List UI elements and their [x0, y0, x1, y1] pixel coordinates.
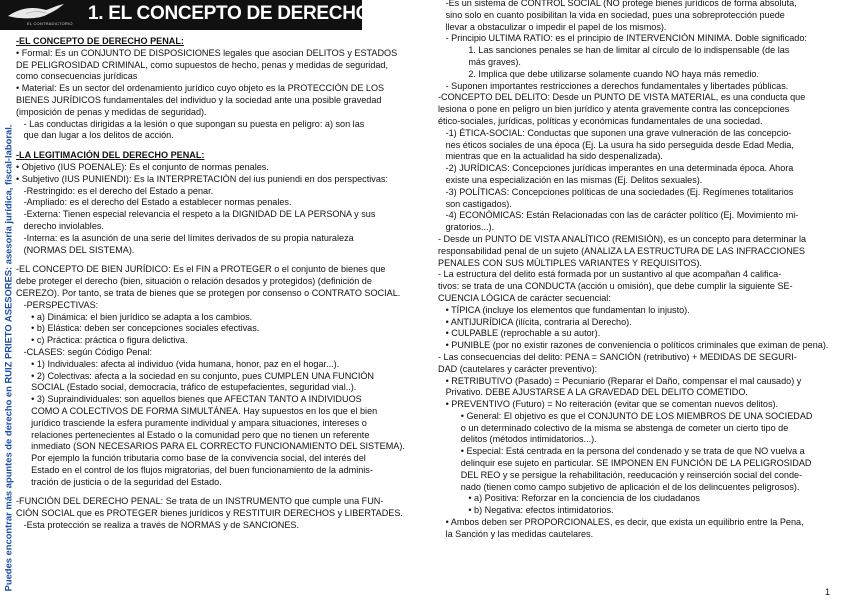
text-line: - Principio ULTIMA RATIO: es el principio de INTERVENCIÓN MINIMA. Doble significado: [438, 33, 807, 44]
text-line: más graves). [438, 56, 521, 67]
text-line: • a) Dinámica: el bien jurídico se adapta a los cambios. [16, 311, 253, 322]
text-line: CUENCIA LÓGICA de carácter secuencial: [438, 292, 611, 303]
text-line: existe una especialización en las mismas (Ej. Delitos sexuales). [438, 174, 703, 185]
text-line: sino solo en cuanto posibilitan la vida en sociedad, pues una sobreprotección puede [438, 9, 785, 20]
text-line: responsabilidad penal de un sujeto (ANALIZA LA ESTRUCTURA DE LAS INFRACCIONES [438, 245, 805, 256]
text-line: • 1) Individuales: afecta al individuo (vida humana, honor, paz en el hogar...). [16, 358, 340, 369]
text-line: DE PELIGROSIDAD CRIMINAL, como supuestos de hecho, penas y medidas de seguridad, [16, 59, 389, 70]
text-line: -1) ÉTICA-SOCIAL: Conductas que suponen una grave vulneración de las concepcio- [438, 127, 792, 138]
text-line: - Las conductas dirigidas a la lesión o que supongan su puesta en peligro: a) son las [16, 118, 365, 129]
text-line: CIÓN SOCIAL que es PROTEGER bienes jurídicos y RESTITUIR DERECHOS y LIBERTADES. [16, 508, 403, 519]
title-bar [0, 0, 439, 30]
text-line: que dan lugar a los delitos de acción. [16, 130, 174, 141]
text-line: DEL REO y se persigue la rehabilitación, reeducación y reinserción social del conde- [438, 469, 803, 480]
text-line: CEREZO). Por tanto, se trata de bienes que se protegen por consenso o CONTRATO SOCIAL. [16, 287, 401, 298]
text-line: COMO A COLECTIVOS DE FORMA SIMULTÁNEA. Hay supuestos en los que el bien [16, 405, 378, 416]
text-line: nes éticos sociales de una época (Ej. La usura ha sido perseguida desde Edad Media, [438, 139, 794, 150]
text-line: • Especial: Está centrada en la persona del condenado y se trata de que NO vuelva a [438, 446, 805, 457]
text-line: • Formal: Es un CONJUNTO DE DISPOSICIONES legales que asocian DELITOS y ESTADOS [16, 47, 398, 58]
spacer [16, 488, 420, 496]
text-line: lesiona o pone en peligro un bien jurídico y atenta gravemente contra las concepciones [438, 104, 790, 115]
text-line: BIENES JURÍDICOS fundamentales del individuo y la sociedad ante una posible gravedad [16, 94, 382, 105]
text-line: -FUNCIÓN DEL DERECHO PENAL: Se trata de un INSTRUMENTO que cumple una FUN- [16, 496, 384, 507]
text-line: -Restringido: es el derecho del Estado a penar. [16, 185, 214, 196]
text-line: • TÍPICA (incluye los elementos que fundamentan lo injusto). [438, 304, 690, 315]
text-line: • b) Negativa: efectos intimidatorios. [438, 505, 614, 516]
text-line: PENALES CON SUS MÚLTIPLES VARIANTES Y REQUISITOS). [438, 257, 702, 268]
text-line: la Sanción y las medidas cautelares. [438, 528, 594, 539]
page-number: 1 [824, 587, 830, 597]
text-line: -PERSPECTIVAS: [16, 299, 99, 310]
text-line: o un determinado colectivo de la misma se abstenga de cometer un cierto tipo de [438, 422, 789, 433]
text-line: derecho inviolables. [16, 220, 104, 231]
text-line: • Objetivo (IUS POENALE): Es el conjunto de normas penales. [16, 161, 269, 172]
side-banner [0, 120, 17, 596]
text-line: • 3) Supraindividuales: son aquellos bienes que AFECTAN TANTO A INDIVIDUOS [16, 394, 362, 405]
text-line: -2) JURÍDICAS: Concepciones jurídicas imperantes en una determinada época. Ahora [438, 163, 794, 174]
text-line: • PUNIBLE (por no existir razones de conveniencia o políticos criminales que eximan de pena). [438, 340, 829, 351]
text-line: como consecuencias jurídicas [16, 71, 138, 82]
text-line: (NORMAS DEL SISTEMA). [16, 244, 135, 255]
text-line: • RETRIBUTIVO (Pasado) = Pecuniario (Reparar el Daño, compensar el mal causado) y [438, 375, 802, 386]
text-line: 1. Las sanciones penales se han de limitar al círculo de lo indispensable (de las [438, 45, 790, 56]
left-column [16, 36, 420, 532]
text-line: (imposición de penas y medidas de seguridad). [16, 106, 207, 117]
text-line: SOCIAL (Estado social, democracia, tráfico de estupefacientes, seguridad vial..). [16, 382, 357, 393]
text-line: debe proteger el derecho (bien, situación o relación desados y protegidos) (definición de [16, 276, 372, 287]
text-line: • ANTIJURÍDICA (ilícita, contraria al Derecho). [438, 316, 632, 327]
text-line: • PREVENTIVO (Futuro) = No reiteración (evitar que se comentan nuevos delitos). [438, 399, 779, 410]
text-line: Privativo. DEBE AJUSTARSE A LA GRAVEDAD DEL DELITO COMETIDO. [438, 387, 748, 398]
text-line: -Ampliado: es el derecho del Estado a establecer normas penales. [16, 197, 292, 208]
text-line: • General: El objetivo es que el CONJUNTO DE LOS MIEMBROS DE UNA SOCIEDAD [438, 410, 813, 421]
side-banner-text: Puedes encontrar más apuntes de derecho en RUIZ PRIETO ASESORES: asesoría jurídica, fiscal-laboral. [2, 124, 14, 592]
text-line: • Ambos deben ser PROPORCIONALES, es decir, que exista un equilibrio entre la Pena, [438, 517, 804, 528]
text-line: -Interna: es la asunción de una serie del límites derivados de su propia naturaleza [16, 232, 354, 243]
text-line: • a) Positiva: Reforzar en la conciencia de los ciudadanos [438, 493, 700, 504]
text-line: -3) POLÍTICAS: Concepciones políticas de una sociedades (Ej. Regímenes totalitarios [438, 186, 794, 197]
text-line: gratorios...). [438, 222, 495, 233]
text-line: • b) Elástica: deben ser concepciones sociales efectivas. [16, 323, 260, 334]
text-line: mientras que en la actualidad ha sido despenalizada). [438, 151, 663, 162]
text-line: -4) ECONÓMICAS: Están Relacionadas con las de carácter político (Ej. Movimiento mi- [438, 210, 799, 221]
text-line: - Las consecuencias del delito: PENA = SANCIÓN (retributivo) + MEDIDAS DE SEGURI- [438, 351, 797, 362]
text-line: jurídico trasciende la esfera puramente individual y ampara situaciones, intereses o [16, 417, 367, 428]
text-line: • 2) Colectivas: afecta a la sociedad en su conjunto, pues CUMPLEN UNA FUNCIÓN [16, 370, 374, 381]
text-line: -CLASES: según Código Penal: [16, 346, 152, 357]
text-line: delitos (métodos intimidatorios...). [438, 434, 597, 445]
spacer [16, 256, 420, 264]
text-line: • c) Práctica: práctica o figura delictiva. [16, 335, 188, 346]
text-line: Estado en el control de los flujos migratorias, del buen funcionamiento de la adminis- [16, 464, 373, 475]
text-line: inmediato (SON NECESARIOS PARA EL CORRECTO FUNCIONAMIENTO DEL SISTEMA). [16, 441, 405, 452]
text-line: ético-sociales, jurídicas, políticas y económicas fundamentales de una sociedad. [438, 115, 763, 126]
text-line: delinquir ese sujeto en particular. SE IMPONEN EN FUNCIÓN DE LA PELIGROSIDAD [438, 458, 812, 469]
right-column [438, 0, 843, 541]
text-line: 2. Implica que debe utilizarse solamente cuando NO haya más remedio. [438, 68, 759, 79]
text-line: -EL CONCEPTO DE BIEN JURÍDICO: Es el FIN a PROTEGER o el conjunto de bienes que [16, 264, 386, 275]
section-heading: -LA LEGITIMACIÓN DEL DERECHO PENAL: [16, 150, 205, 161]
text-line: -Esta protección se realiza a través de NORMAS y de SANCIONES. [16, 520, 300, 531]
text-line: - La estructura del delito está formada por un sustantivo al que acompañan 4 califica- [438, 269, 782, 280]
text-line: • Material: Es un sector del ordenamiento jurídico cuyo objeto es la PROTECCIÓN DE LOS [16, 83, 385, 94]
text-line: - Suponen importantes restricciones a derechos fundamentales y libertades públicas. [438, 80, 789, 91]
text-line: -CONCEPTO DEL DELITO: Desde un PUNTO DE VISTA MATERIAL, es una conducta que [438, 92, 806, 103]
text-line: DAD (cautelares y carácter preventivo): [438, 363, 598, 374]
text-line: -Es un sistema de CONTROL SOCIAL (NO protege bienes jurídicos de forma absoluta, [438, 0, 797, 8]
text-line: • Subjetivo (IUS PUNIENDI): Es la INTERPRETACIÓN del ius puniendi en dos perspectivas: [16, 173, 388, 184]
text-line: Por ejemplo la función tributaria como base de la convivencia social, del interés del [16, 453, 366, 464]
page-title: 1. EL CONCEPTO DE DERECHO PENAL [88, 3, 439, 24]
spacer [16, 142, 420, 150]
text-line: son castigados). [438, 198, 512, 209]
text-line: llevar a obstaculizar o impedir el papel de los mismos). [438, 21, 667, 32]
section-heading: -EL CONCEPTO DE DERECHO PENAL: [16, 36, 184, 46]
text-line: -Externa: Tienen especial relevancia el respeto a la DIGNIDAD DE LA PERSONA y sus [16, 209, 376, 220]
text-line: tivos: se trata de una CONDUCTA (acción u omisión), que debe cumplir la siguiente SE- [438, 281, 793, 292]
text-line: - Desde un PUNTO DE VISTA ANALÍTICO (REMISIÓN), es un concepto para determinar la [438, 233, 807, 244]
text-line: • CULPABLE (reprochable a su autor). [438, 328, 601, 339]
logo-caption: EL CONTRADICTORIO [27, 21, 73, 26]
text-line: relaciones pertenecientes al Estado o la comunidad pero que no tienen un referente [16, 429, 370, 440]
text-line: nado (tienen como campo subjetivo de aplicación el de los delincuentes peligrosos). [438, 481, 800, 492]
text-line: tración de justicia o de la seguridad del Estado. [16, 476, 222, 487]
